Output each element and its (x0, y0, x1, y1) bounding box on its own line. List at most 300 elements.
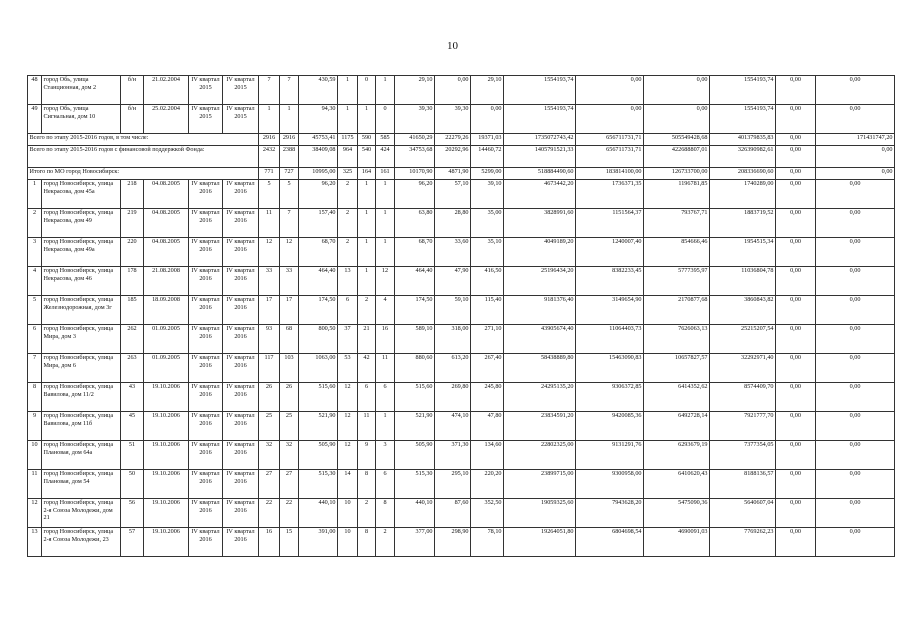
cell-q2: IV квартал 2016 (223, 470, 259, 499)
cell-c: 585 (376, 134, 395, 146)
cell-date: 01.09.2005 (144, 325, 189, 354)
cell-c1: 1 (259, 105, 280, 134)
cell-a: 2 (338, 209, 358, 238)
cell-q1: IV квартал 2016 (189, 383, 223, 412)
cell-s2: 0,00 (435, 76, 471, 105)
cell-a: 325 (338, 168, 358, 180)
summary-row (28, 146, 895, 168)
housing-program-table (27, 75, 895, 557)
cell-s2: 20292,96 (435, 146, 471, 168)
cell-f1: 6804698,54 (576, 528, 644, 557)
cell-a: 53 (338, 354, 358, 383)
cell-c2: 27 (280, 470, 299, 499)
cell-n: 9 (28, 412, 42, 441)
cell-s1: 521,90 (395, 412, 435, 441)
cell-s1: 96,20 (395, 180, 435, 209)
cell-q2: IV квартал 2016 (223, 441, 259, 470)
cell-s2: 22279,26 (435, 134, 471, 146)
cell-f4: 0,00 (776, 267, 816, 296)
cell-s1: 10170,90 (395, 168, 435, 180)
cell-s1: 68,70 (395, 238, 435, 267)
cell-q2: IV квартал 2016 (223, 180, 259, 209)
cell-q2: IV квартал 2015 (223, 105, 259, 134)
cell-f2: 1196781,85 (644, 180, 710, 209)
table-row (28, 383, 895, 412)
cell-c1: 33 (259, 267, 280, 296)
cell-c1: 117 (259, 354, 280, 383)
cell-a: 10 (338, 528, 358, 557)
cell-s1: 515,60 (395, 383, 435, 412)
cell-c1: 2916 (259, 134, 280, 146)
cell-s2: 269,80 (435, 383, 471, 412)
cell-f5: 0,00 (816, 441, 895, 470)
cell-n: 48 (28, 76, 42, 105)
cell-b: 6 (358, 383, 376, 412)
cell-doc: 220 (121, 238, 144, 267)
cell-c1: 25 (259, 412, 280, 441)
cell-b: 8 (358, 528, 376, 557)
cell-b: 164 (358, 168, 376, 180)
cell-c: 1 (376, 209, 395, 238)
cell-area: 94,30 (299, 105, 338, 134)
cell-b: 2 (358, 499, 376, 528)
table-row (28, 105, 895, 134)
cell-s3: 5299,00 (471, 168, 504, 180)
cell-q1: IV квартал 2016 (189, 209, 223, 238)
cell-c2: 2916 (280, 134, 299, 146)
cell-addr: город Новосибирск, улица Плановая, дом 54 (42, 470, 121, 499)
table-row (28, 296, 895, 325)
cell-f4: 0,00 (776, 105, 816, 134)
cell-s3: 220,20 (471, 470, 504, 499)
cell-c1: 2432 (259, 146, 280, 168)
cell-f1: 1736371,35 (576, 180, 644, 209)
cell-c2: 22 (280, 499, 299, 528)
cell-c1: 771 (259, 168, 280, 180)
table-row (28, 238, 895, 267)
cell-a: 10 (338, 499, 358, 528)
cell-s3: 39,10 (471, 180, 504, 209)
cell-c: 12 (376, 267, 395, 296)
cell-s3: 0,00 (471, 105, 504, 134)
cell-f4: 0,00 (776, 383, 816, 412)
cell-f1: 15463090,83 (576, 354, 644, 383)
cell-f5: 0,00 (816, 209, 895, 238)
table-row (28, 267, 895, 296)
cell-c: 6 (376, 470, 395, 499)
cell-b: 2 (358, 296, 376, 325)
cell-area: 515,30 (299, 470, 338, 499)
cell-a: 12 (338, 383, 358, 412)
cell-addr: город Новосибирск, улица Вавилова, дом 11б (42, 412, 121, 441)
cell-c2: 12 (280, 238, 299, 267)
cell-f4: 0,00 (776, 441, 816, 470)
cell-date: 21.08.2008 (144, 267, 189, 296)
cell-f5: 0,00 (816, 146, 895, 168)
cell-f4: 0,00 (776, 168, 816, 180)
cell-c: 1 (376, 412, 395, 441)
cell-cost: 22802325,00 (504, 441, 576, 470)
cell-f4: 0,00 (776, 134, 816, 146)
cell-s1: 174,50 (395, 296, 435, 325)
cell-doc: 219 (121, 209, 144, 238)
cell-q2: IV квартал 2016 (223, 296, 259, 325)
cell-q2: IV квартал 2016 (223, 528, 259, 557)
cell-f3: 32292971,40 (710, 354, 776, 383)
cell-cost: 518884490,60 (504, 168, 576, 180)
cell-b: 1 (358, 105, 376, 134)
cell-f3: 208336690,60 (710, 168, 776, 180)
cell-addr: город Новосибирск, улица Вавилова, дом 11/2 (42, 383, 121, 412)
cell-cost: 3828991,60 (504, 209, 576, 238)
cell-s3: 267,40 (471, 354, 504, 383)
cell-c2: 5 (280, 180, 299, 209)
cell-c2: 26 (280, 383, 299, 412)
cell-q1: IV квартал 2016 (189, 238, 223, 267)
cell-cost: 9181376,40 (504, 296, 576, 325)
cell-f5: 0,00 (816, 383, 895, 412)
cell-area: 96,20 (299, 180, 338, 209)
cell-b: 11 (358, 412, 376, 441)
cell-f4: 0,00 (776, 209, 816, 238)
cell-s2: 295,10 (435, 470, 471, 499)
cell-f2: 0,00 (644, 76, 710, 105)
cell-c2: 1 (280, 105, 299, 134)
cell-f4: 0,00 (776, 146, 816, 168)
cell-s3: 352,50 (471, 499, 504, 528)
cell-q2: IV квартал 2016 (223, 383, 259, 412)
cell-c: 1 (376, 76, 395, 105)
cell-f2: 6410620,43 (644, 470, 710, 499)
cell-area: 68,70 (299, 238, 338, 267)
cell-f2: 6293679,19 (644, 441, 710, 470)
cell-f3: 3860843,82 (710, 296, 776, 325)
cell-s3: 47,80 (471, 412, 504, 441)
cell-cost: 1405791521,33 (504, 146, 576, 168)
cell-c1: 12 (259, 238, 280, 267)
cell-addr: город Новосибирск, улица 2-я Союза Молодежи, дом 21 (42, 499, 121, 528)
cell-s2: 474,10 (435, 412, 471, 441)
cell-a: 6 (338, 296, 358, 325)
cell-a: 964 (338, 146, 358, 168)
summary-row (28, 168, 895, 180)
cell-f2: 4690091,03 (644, 528, 710, 557)
cell-f3: 5640607,04 (710, 499, 776, 528)
cell-q2: IV квартал 2016 (223, 354, 259, 383)
cell-f2: 6414352,62 (644, 383, 710, 412)
cell-s2: 371,30 (435, 441, 471, 470)
table-row (28, 441, 895, 470)
cell-cost: 4673442,20 (504, 180, 576, 209)
cell-f3: 25215207,54 (710, 325, 776, 354)
cell-f5: 0,00 (816, 267, 895, 296)
cell-c: 11 (376, 354, 395, 383)
cell-f5: 0,00 (816, 296, 895, 325)
cell-f1: 0,00 (576, 105, 644, 134)
cell-date: 04.08.2005 (144, 180, 189, 209)
cell-f2: 7626063,13 (644, 325, 710, 354)
cell-addr: город Новосибирск, улица Некрасова, дом 49а (42, 238, 121, 267)
cell-f5: 0,00 (816, 180, 895, 209)
cell-n: 5 (28, 296, 42, 325)
cell-b: 9 (358, 441, 376, 470)
cell-doc: 218 (121, 180, 144, 209)
cell-b: 21 (358, 325, 376, 354)
table-row (28, 209, 895, 238)
cell-date: 18.09.2008 (144, 296, 189, 325)
cell-date: 19.10.2006 (144, 441, 189, 470)
cell-f2: 422688807,01 (644, 146, 710, 168)
cell-c: 2 (376, 528, 395, 557)
cell-area: 430,59 (299, 76, 338, 105)
cell-cost: 1554193,74 (504, 105, 576, 134)
cell-c1: 16 (259, 528, 280, 557)
cell-b: 42 (358, 354, 376, 383)
cell-f1: 0,00 (576, 76, 644, 105)
cell-f3: 7377354,05 (710, 441, 776, 470)
cell-s1: 589,10 (395, 325, 435, 354)
cell-q1: IV квартал 2015 (189, 76, 223, 105)
cell-f5: 0,00 (816, 168, 895, 180)
cell-cost: 19059325,60 (504, 499, 576, 528)
cell-s2: 57,10 (435, 180, 471, 209)
cell-q1: IV квартал 2015 (189, 105, 223, 134)
cell-date: 19.10.2006 (144, 528, 189, 557)
cell-f2: 0,00 (644, 105, 710, 134)
cell-s3: 416,50 (471, 267, 504, 296)
cell-n: 10 (28, 441, 42, 470)
cell-f5: 0,00 (816, 76, 895, 105)
cell-q2: IV квартал 2016 (223, 209, 259, 238)
cell-f3: 7921777,70 (710, 412, 776, 441)
cell-a: 2 (338, 180, 358, 209)
cell-c1: 93 (259, 325, 280, 354)
cell-f4: 0,00 (776, 499, 816, 528)
cell-a: 14 (338, 470, 358, 499)
page-number: 10 (447, 40, 458, 52)
cell-c2: 33 (280, 267, 299, 296)
cell-a: 12 (338, 441, 358, 470)
cell-f4: 0,00 (776, 354, 816, 383)
cell-a: 1 (338, 105, 358, 134)
cell-n: 11 (28, 470, 42, 499)
cell-addr: город Новосибирск, улица Мира, дом 3 (42, 325, 121, 354)
cell-a: 12 (338, 412, 358, 441)
cell-c2: 68 (280, 325, 299, 354)
table-row (28, 470, 895, 499)
cell-f5: 0,00 (816, 528, 895, 557)
cell-s2: 87,60 (435, 499, 471, 528)
table-row (28, 76, 895, 105)
cell-f5: 0,00 (816, 238, 895, 267)
summary-label: Итого по МО город Новосибирск: (28, 168, 259, 180)
cell-f4: 0,00 (776, 412, 816, 441)
table-row (28, 412, 895, 441)
cell-area: 38409,08 (299, 146, 338, 168)
table-body (28, 76, 895, 557)
cell-c: 8 (376, 499, 395, 528)
cell-s1: 440,10 (395, 499, 435, 528)
cell-q2: IV квартал 2016 (223, 238, 259, 267)
cell-c2: 103 (280, 354, 299, 383)
cell-n: 8 (28, 383, 42, 412)
cell-f3: 8188136,57 (710, 470, 776, 499)
cell-f1: 1240007,40 (576, 238, 644, 267)
cell-area: 521,90 (299, 412, 338, 441)
cell-cost: 1735072743,42 (504, 134, 576, 146)
cell-f2: 5777395,97 (644, 267, 710, 296)
cell-doc: б/н (121, 105, 144, 134)
cell-date: 19.10.2006 (144, 412, 189, 441)
cell-s2: 298,90 (435, 528, 471, 557)
cell-s3: 245,80 (471, 383, 504, 412)
cell-c: 3 (376, 441, 395, 470)
cell-b: 1 (358, 267, 376, 296)
cell-cost: 4049189,20 (504, 238, 576, 267)
cell-q2: IV квартал 2016 (223, 499, 259, 528)
cell-f1: 11064403,73 (576, 325, 644, 354)
cell-addr: город Новосибирск, улица Железнодорожная, дом 3г (42, 296, 121, 325)
cell-c2: 25 (280, 412, 299, 441)
cell-n: 49 (28, 105, 42, 134)
cell-f3: 401379835,83 (710, 134, 776, 146)
cell-s1: 29,10 (395, 76, 435, 105)
cell-s3: 14460,72 (471, 146, 504, 168)
cell-c1: 7 (259, 76, 280, 105)
cell-doc: 50 (121, 470, 144, 499)
cell-area: 1063,00 (299, 354, 338, 383)
cell-f2: 5475090,36 (644, 499, 710, 528)
cell-s2: 39,30 (435, 105, 471, 134)
cell-c: 6 (376, 383, 395, 412)
cell-q1: IV квартал 2016 (189, 470, 223, 499)
cell-a: 13 (338, 267, 358, 296)
table-row (28, 499, 895, 528)
table-row (28, 528, 895, 557)
cell-n: 1 (28, 180, 42, 209)
cell-s1: 63,80 (395, 209, 435, 238)
cell-q1: IV квартал 2016 (189, 267, 223, 296)
cell-b: 540 (358, 146, 376, 168)
cell-a: 2 (338, 238, 358, 267)
cell-cost: 19264051,80 (504, 528, 576, 557)
cell-addr: город Обь, улица Сигнальная, дом 10 (42, 105, 121, 134)
cell-s2: 47,90 (435, 267, 471, 296)
cell-area: 391,00 (299, 528, 338, 557)
cell-c: 16 (376, 325, 395, 354)
cell-s3: 134,60 (471, 441, 504, 470)
cell-f5: 0,00 (816, 105, 895, 134)
cell-c1: 26 (259, 383, 280, 412)
cell-date: 25.02.2004 (144, 105, 189, 134)
cell-c1: 17 (259, 296, 280, 325)
cell-f1: 8382233,45 (576, 267, 644, 296)
cell-b: 1 (358, 238, 376, 267)
cell-n: 7 (28, 354, 42, 383)
cell-area: 45753,41 (299, 134, 338, 146)
cell-f2: 6492728,14 (644, 412, 710, 441)
cell-b: 0 (358, 76, 376, 105)
cell-s3: 35,00 (471, 209, 504, 238)
cell-s2: 613,20 (435, 354, 471, 383)
cell-c1: 27 (259, 470, 280, 499)
cell-s3: 29,10 (471, 76, 504, 105)
cell-area: 505,90 (299, 441, 338, 470)
cell-a: 1 (338, 76, 358, 105)
cell-doc: б/н (121, 76, 144, 105)
cell-doc: 178 (121, 267, 144, 296)
cell-q1: IV квартал 2016 (189, 412, 223, 441)
cell-f1: 183814100,00 (576, 168, 644, 180)
cell-f1: 9300958,00 (576, 470, 644, 499)
cell-addr: город Новосибирск, улица Некрасова, дом 45а (42, 180, 121, 209)
cell-date: 04.08.2005 (144, 209, 189, 238)
cell-n: 4 (28, 267, 42, 296)
cell-f3: 7769262,23 (710, 528, 776, 557)
cell-cost: 1554193,74 (504, 76, 576, 105)
cell-f3: 8574409,70 (710, 383, 776, 412)
cell-addr: город Новосибирск, улица Некрасова, дом 49 (42, 209, 121, 238)
cell-f5: 171431747,20 (816, 134, 895, 146)
cell-f4: 0,00 (776, 325, 816, 354)
cell-doc: 185 (121, 296, 144, 325)
cell-s1: 41650,29 (395, 134, 435, 146)
cell-cost: 43905674,40 (504, 325, 576, 354)
cell-date: 21.02.2004 (144, 76, 189, 105)
cell-c: 1 (376, 180, 395, 209)
cell-f4: 0,00 (776, 180, 816, 209)
cell-date: 19.10.2006 (144, 383, 189, 412)
cell-cost: 23834591,20 (504, 412, 576, 441)
cell-addr: город Новосибирск, улица Плановая, дом 64а (42, 441, 121, 470)
cell-f4: 0,00 (776, 470, 816, 499)
cell-q2: IV квартал 2016 (223, 325, 259, 354)
cell-c1: 11 (259, 209, 280, 238)
cell-f3: 11036804,78 (710, 267, 776, 296)
cell-f1: 9306372,85 (576, 383, 644, 412)
cell-q2: IV квартал 2016 (223, 412, 259, 441)
cell-addr: город Новосибирск, улица Мира, дом 6 (42, 354, 121, 383)
cell-c1: 22 (259, 499, 280, 528)
cell-f1: 656711731,71 (576, 134, 644, 146)
cell-s1: 39,30 (395, 105, 435, 134)
cell-f2: 505549428,68 (644, 134, 710, 146)
cell-f1: 9131291,76 (576, 441, 644, 470)
cell-addr: город Новосибирск, улица 2-я Союза Молодежи, 23 (42, 528, 121, 557)
cell-q1: IV квартал 2016 (189, 499, 223, 528)
cell-area: 464,40 (299, 267, 338, 296)
cell-q1: IV квартал 2016 (189, 354, 223, 383)
cell-cost: 58438889,80 (504, 354, 576, 383)
cell-f2: 10657827,57 (644, 354, 710, 383)
cell-f4: 0,00 (776, 238, 816, 267)
cell-b: 8 (358, 470, 376, 499)
cell-c2: 32 (280, 441, 299, 470)
cell-s1: 515,30 (395, 470, 435, 499)
cell-b: 1 (358, 180, 376, 209)
table-row (28, 180, 895, 209)
cell-f1: 7943628,20 (576, 499, 644, 528)
cell-doc: 263 (121, 354, 144, 383)
cell-n: 13 (28, 528, 42, 557)
cell-s1: 880,60 (395, 354, 435, 383)
cell-cost: 25196434,20 (504, 267, 576, 296)
cell-s3: 78,10 (471, 528, 504, 557)
table-row (28, 354, 895, 383)
cell-c1: 5 (259, 180, 280, 209)
cell-doc: 57 (121, 528, 144, 557)
cell-area: 174,50 (299, 296, 338, 325)
